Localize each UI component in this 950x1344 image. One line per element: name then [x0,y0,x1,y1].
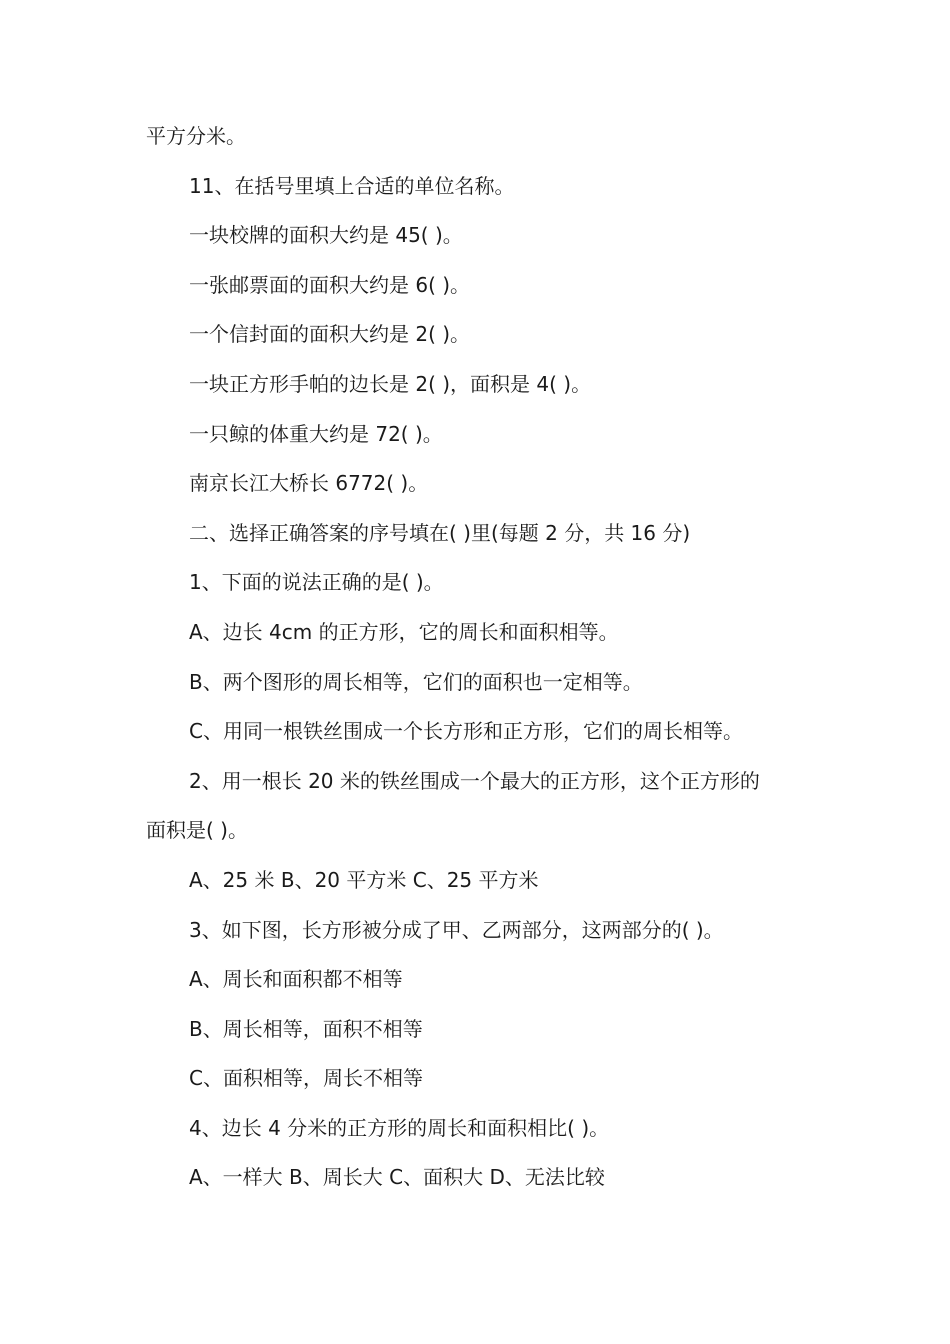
question-1: 1、下面的说法正确的是( )。 [189,570,444,595]
question-11-heading: 11、在括号里填上合适的单位名称。 [189,173,515,198]
option-text: B、周长相等，面积不相等 [189,1016,423,1041]
text-line: 平方分米。 [146,124,246,148]
question-4: 4、边长 4 分米的正方形的周长和面积相比( )。 [189,1115,610,1140]
question-2: 2、用一根长 20 米的铁丝围成一个最大的正方形，这个正方形的 [189,768,760,793]
option-text: A、边长 4cm 的正方形，它的周长和面积相等。 [189,619,619,644]
text-line: 一只鲸的体重大约是 72( )。 [189,421,443,446]
question-2-continued: 面积是( )。 [146,818,248,843]
option-text: C、面积相等，周长不相等 [189,1066,423,1091]
option-text: C、用同一根铁丝围成一个长方形和正方形，它们的周长相等。 [189,719,743,744]
text-line: 一个信封面的面积大约是 2( )。 [189,322,471,347]
text-line: 一块校牌的面积大约是 45( )。 [189,223,463,248]
question-3: 3、如下图，长方形被分成了甲、乙两部分，这两部分的( )。 [189,917,724,942]
option-text: A、周长和面积都不相等 [189,967,403,992]
section-2-heading: 二、选择正确答案的序号填在( )里(每题 2 分，共 16 分) [189,520,691,545]
text-line: 一张邮票面的面积大约是 6( )。 [189,272,471,297]
text-line: 一块正方形手帕的边长是 2( )，面积是 4( )。 [189,371,592,396]
document-body [146,112,816,1203]
option-text: A、25 米 B、20 平方米 C、25 平方米 [189,867,539,892]
text-line: 南京长江大桥长 6772( )。 [189,471,429,496]
option-text: B、两个图形的周长相等，它们的面积也一定相等。 [189,669,643,694]
option-text: A、一样大 B、周长大 C、面积大 D、无法比较 [189,1165,605,1190]
